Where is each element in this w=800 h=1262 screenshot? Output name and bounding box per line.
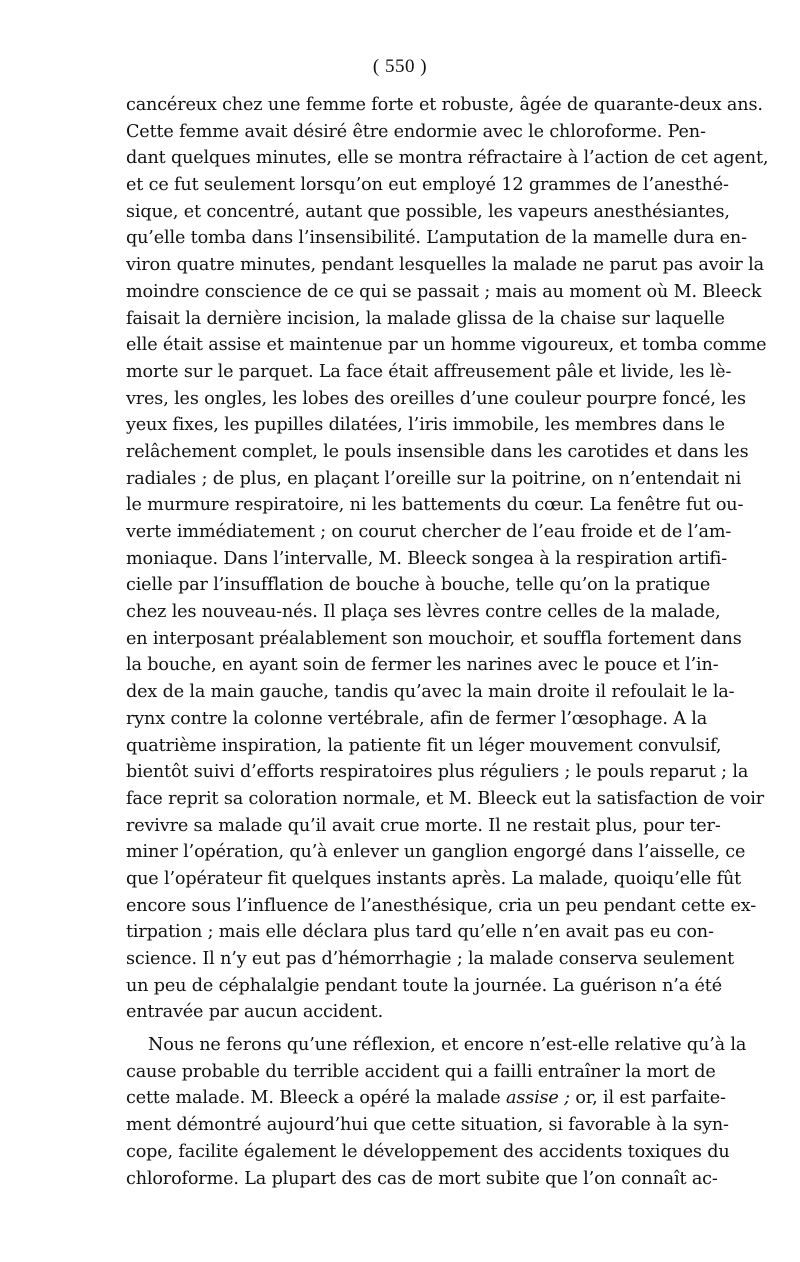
page-number: ( 550 ) [372,56,428,77]
text-line: morte sur le parquet. La face était affreusement pâle et livide, les lè- [126,361,732,382]
text-line: en interposant préalablement son mouchoir, et souffla fortement dans [126,628,742,649]
text-line: cope, facilite également le développement des accidents toxiques du [126,1141,730,1162]
text-line: relâchement complet, le pouls insensible dans les carotides et dans les [126,441,749,462]
text-line: bientôt suivi d’efforts respiratoires plus réguliers ; le pouls reparut ; la [126,762,749,783]
text-line: qu’elle tomba dans l’insensibilité. L’amputation de la mamelle dura en- [126,228,747,249]
text-line: un peu de céphalalgie pendant toute la journée. La guérison n’a été [126,975,722,996]
paragraph-2 [126,1032,747,1192]
text-line: et ce fut seulement lorsqu’on eut employé 12 grammes de l’anesthé- [126,175,729,196]
text-line: moindre conscience de ce qui se passait ; mais au moment où M. Bleeck [126,281,762,302]
text-line: moniaque. Dans l’intervalle, M. Bleeck songea à la respiration artifi- [126,548,728,569]
text-line: yeux fixes, les pupilles dilatées, l’iris immobile, les membres dans le [126,415,725,436]
text-line: science. Il n’y eut pas d’hémorrhagie ; la malade conserva seulement [126,949,735,969]
text-line: chloroforme. La plupart des cas de mort subite que l’on connaît ac- [126,1168,718,1189]
text-line: radiales ; de plus, en plaçant l’oreille sur la poitrine, on n’entendait ni [126,468,742,489]
text-line: vres, les ongles, les lobes des oreilles d’une couleur pourpre foncé, les [126,388,746,409]
text-span: or, il est parfaite- [569,1088,726,1109]
text-line: Nous ne ferons qu’une réflexion, et encore n’est-elle relative qu’à la [148,1035,747,1056]
text-line: miner l’opération, qu’à enlever un ganglion engorgé dans l’aisselle, ce [126,842,746,863]
text-line: verte immédiatement ; on courut chercher de l’eau froide et de l’am- [126,522,732,542]
text-line: ment démontré aujourd’hui que cette situation, si favorable à la syn- [126,1115,729,1136]
text-line: Cette femme avait désiré être endormie avec le chloroforme. Pen- [126,121,706,142]
text-line: faisait la dernière incision, la malade glissa de la chaise sur laquelle [126,308,725,329]
paragraph-1 [126,92,769,1026]
text-line: chez les nouveau-nés. Il plaça ses lèvres contre celles de la malade, [126,602,721,623]
text-line: cielle par l’insufflation de bouche à bouche, telle qu’on la pratique [126,575,711,596]
text-line: dant quelques minutes, elle se montra réfractaire à l’action de cet agent, [126,148,769,169]
text-line: la bouche, en ayant soin de fermer les narines avec le pouce et l’in- [126,655,719,676]
body-text [126,92,769,1192]
italic-emphasis: assise ; [505,1088,570,1109]
text-line: sique, et concentré, autant que possible, les vapeurs anesthésiantes, [126,201,730,222]
text-line: dex de la main gauche, tandis qu’avec la main droite il refoulait le la- [126,682,735,703]
text-line: tirpation ; mais elle déclara plus tard qu’elle n’en avait pas eu con- [126,922,714,943]
text-line: rynx contre la colonne vertébrale, afin de fermer l’œsophage. A la [126,708,708,729]
text-line: encore sous l’influence de l’anesthésique, cria un peu pendant cette ex- [126,895,756,916]
text-line: le murmure respiratoire, ni les battements du cœur. La fenêtre fut ou- [126,495,744,516]
text-line: revivre sa malade qu’il avait crue morte. Il ne restait plus, pour ter- [126,815,721,836]
text-line-with-italic [126,1085,726,1112]
text-line: face reprit sa coloration normale, et M. Bleeck eut la satisfaction de voir [126,788,765,809]
text-line: entravée par aucun accident. [126,1002,384,1023]
text-line: cause probable du terrible accident qui a failli entraîner la mort de [126,1061,716,1082]
text-line: elle était assise et maintenue par un homme vigoureux, et tomba comme [126,335,767,356]
text-span: cette malade. M. Bleeck a opéré la malade [126,1088,506,1109]
text-line: cancéreux chez une femme forte et robuste, âgée de quarante-deux ans. [126,95,763,115]
text-line: quatrième inspiration, la patiente fit un léger mouvement convulsif, [126,735,722,756]
text-line: viron quatre minutes, pendant lesquelles la malade ne parut pas avoir la [126,255,764,276]
text-line: que l’opérateur fit quelques instants après. La malade, quoiqu’elle fût [126,868,742,889]
